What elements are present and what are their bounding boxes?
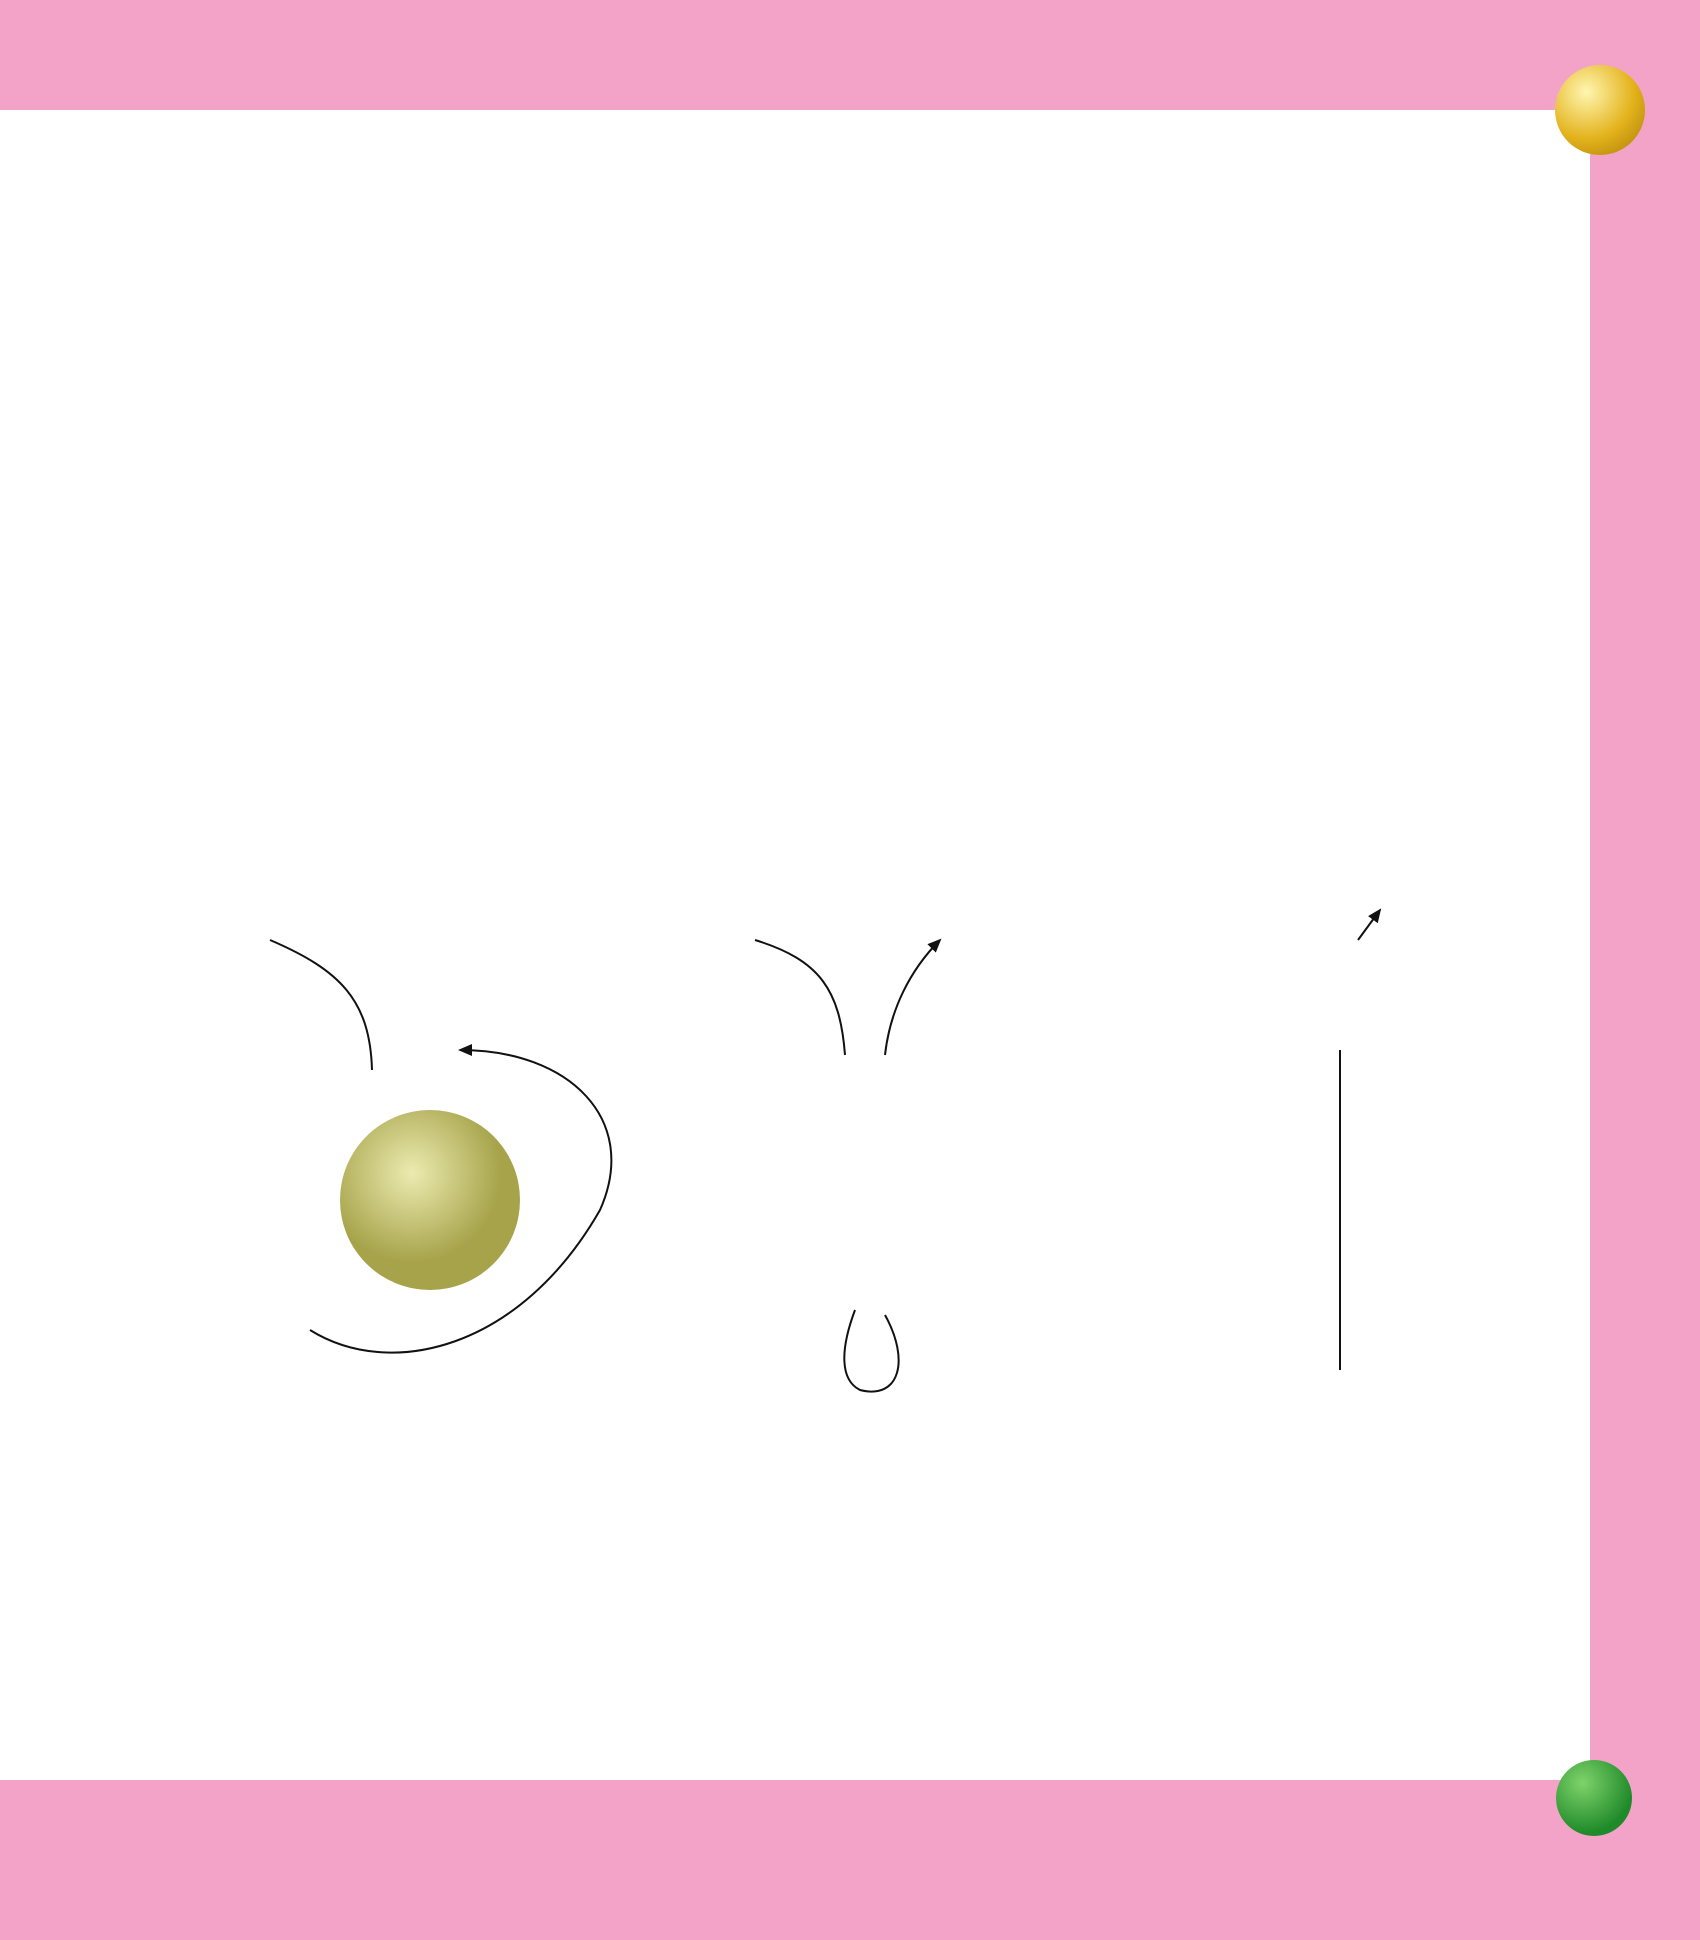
gold-corner-bead [1555, 65, 1645, 155]
figures-area [140, 880, 1560, 1710]
figure-144 [1340, 910, 1380, 1370]
figure-143 [755, 940, 940, 1392]
page-number-badge [1556, 1760, 1632, 1836]
figure-142 [270, 940, 611, 1353]
large-bead [340, 1110, 520, 1290]
